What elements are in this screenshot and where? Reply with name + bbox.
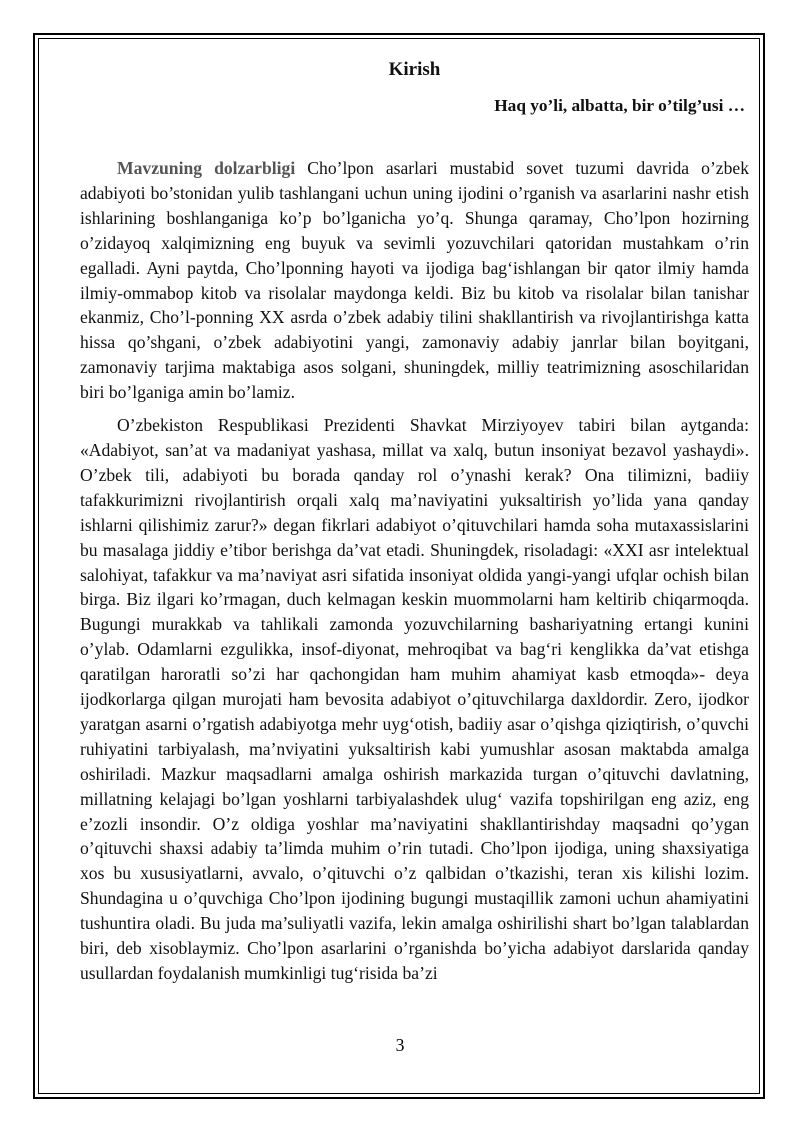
paragraph-relevance <box>80 156 749 405</box>
paragraph-president-quote: O’zbekiston Respublikasi Prezidenti Shavkat Mirziyoyev tabiri bilan aytganda: «Adabiyot, san’at va madaniyat yashasa, millat va xalq, butun insoniyat bezavol yashaydi». O’zbek tili, adabiyoti bu borada qanday rol o’ynashi kerak? Ona tilimizni, badiiy tafakkurimizni rivojlantirish orqali xalq ma’naviyatini yuksaltirish yo’lida yana qanday ishlarni qilishimiz zarur?» degan fikrlari adabiyot o’qituvchilari hamda soha mutaxassislarini bu masalaga jiddiy e’tibor berishga da’vat etadi. Shuningdek, risoladagi: «XXI asr intelektual salohiyat, tafakkur va ma’naviyat asri sifatida insoniyat oldida yangi-yangi ufqlar ochish bilan birga. Biz ilgari ko’rmagan, duch kelmagan keskin muommolarni ham keltirib chiqarmoqda. Bugungi murakkab va tahlikali zamonda yozuvchilarning bashariyatning ertangi kunini o’ylab. Odamlarni ezgulikka, insof-diyonat, mehroqibat va bag‘ri kenglikka da’vat etishga qaratilgan haroratli so’zi har qachongidan ham muhim ahamiyat kasb etmoqda»- deya ijodkorlarga qilgan murojati ham bevosita adabiyot o’qituvchilarga daxldordir. Zero, ijodkor yaratgan asarni o’rgatish adabiyotga mehr uyg‘otish, badiiy asar o’qishga qiziqtirish, o’quvchi ruhiyatini tarbiyalash, ma’nviyatini yuksaltirish kabi yumushlar asosan maktabda amalga oshiriladi. Mazkur maqsadlarni amalga oshirish markazida turgan o’qituvchi davlatning, millatning kelajagi bo’lgan yoshlarni tarbiyalashdek ulug‘ vazifa topshirilgan eng aziz, eng e’zozli insondir. O’z oldiga yoshlar ma’naviyatini shakllantirishday maqsadni qo’ygan o’qituvchi shaxsi adabiy ta’limda muhim o’rin tutadi. Cho’lpon ijodiga, uning shaxsiyatiga xos bu xususiyatlarni, avvalo, o’qituvchi o’z qalbidan o’tkazishi, teran xis kilishi lozim. Shundagina u o’quvchiga Cho’lpon ijodining bugungi mustaqillik zamoni uchun ahamiyatini tushuntira oladi. Bu juda ma’suliyatli vazifa, lekin amalga oshirilishi shart bo’lgan talablardan biri, deb xisoblaymiz. Cho’lpon asarlarini o’rganishda bo’yicha adabiyot darslarida qanday usullardan foydalanish mumkinligi tug‘risida ba’zi <box>80 415 749 983</box>
document-page <box>80 52 749 1082</box>
page-number: 3 <box>395 1035 405 1055</box>
paragraph-text: Cho’lpon asarlari mustabid sovet tuzumi davrida o’zbek adabiyoti bo’stonidan yulib tashlangani uchun uning ijodini o’rganish va asarlarini nashr etish ishlarining boshlanganiga ko’p bo’lganicha yo’q. Shunga qaramay, Cho’lpon hozirning o’zidayoq xalqimizning eng buyuk va sevimli yozuvchilari qatoridan mustahkam o’rin egalladi. Ayni paytda, Cho’lponning hayoti va ijodiga bag‘ishlangan bir qator ilmiy hamda ilmiy-ommabop kitob va risolalar maydonga keldi. Biz bu kitob va risolalar bilan tanishar ekanmiz, Cho’l-ponning XX asrda o’zbek adabiy tilini shakllantirish va rivojlantirishga katta hissa qo’shgani, o’zbek adabiyotini yangi, zamonaviy adabiy janrlar bilan boyitgani, zamonaviy tarjima maktabiga asos solgani, shuningdek, milliy teatrimizning asoschilaridan biri bo’lganiga amin bo’lamiz. <box>80 158 750 403</box>
paragraph-lead-heading: Mavzuning dolzarbligi <box>117 158 296 178</box>
document-body <box>80 156 749 986</box>
section-title: Kirish <box>388 59 441 80</box>
epigraph: Haq yo’li, albatta, bir o’tilg’usi … <box>494 96 745 115</box>
